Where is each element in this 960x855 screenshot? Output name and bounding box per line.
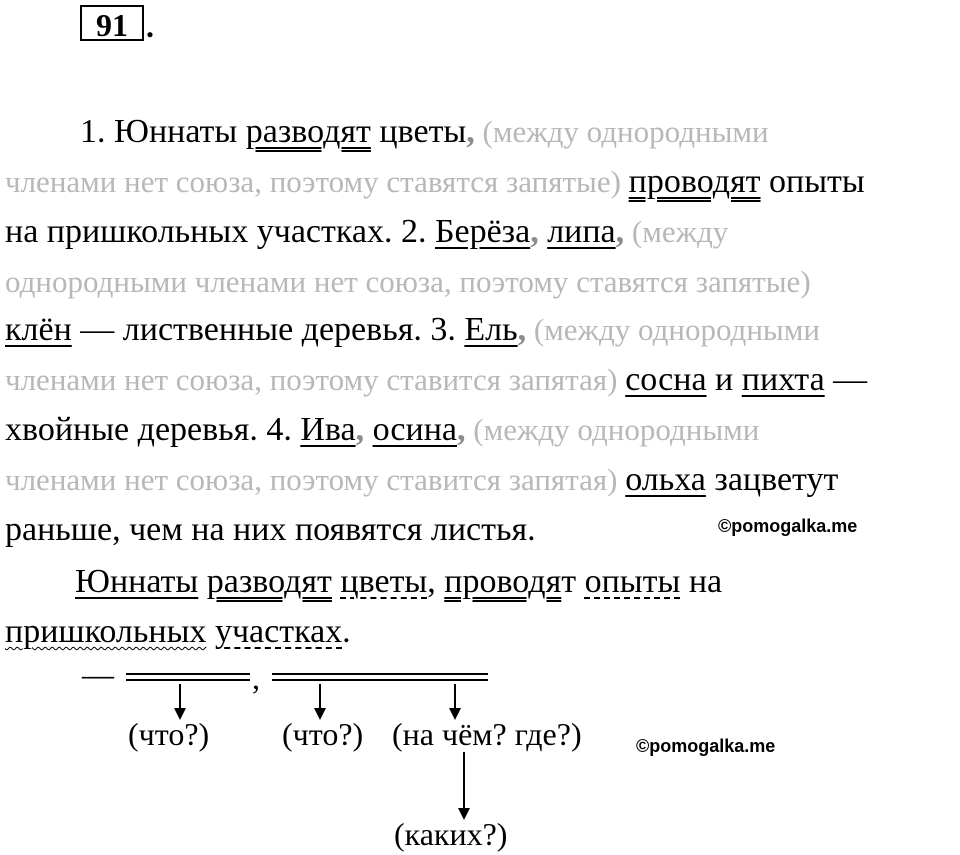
explanation-note: членами нет союза, поэтому ставится запятая) bbox=[5, 462, 626, 497]
subject: клён bbox=[5, 311, 72, 348]
subject: осина bbox=[372, 411, 457, 448]
subject: пихта bbox=[741, 361, 825, 398]
parsed-ending: т bbox=[561, 563, 577, 600]
explanation-note: однородными членами нет союза, поэтому ставятся запятые) bbox=[5, 264, 811, 299]
comma-mark: , bbox=[466, 113, 475, 150]
text: и bbox=[706, 361, 742, 398]
text: 1. Юннаты bbox=[80, 113, 246, 150]
parsed-subject: Юннаты bbox=[75, 563, 199, 600]
text: на пришкольных участках. 2. bbox=[5, 213, 435, 250]
explanation-note: (между однородными bbox=[474, 114, 769, 149]
text: хвойные деревья. 4. bbox=[5, 411, 301, 448]
subject: Ель bbox=[464, 311, 518, 348]
exercise-number: 91 bbox=[80, 5, 144, 41]
text: раньше, чем на них появятся листья. bbox=[5, 511, 536, 548]
scheme-subject-dash: — bbox=[82, 656, 114, 692]
scheme-question-2: (что?) bbox=[282, 716, 364, 752]
parsed-preposition: на bbox=[680, 563, 723, 600]
explanation-note: (между однородными bbox=[526, 312, 820, 347]
subject: ольха bbox=[625, 461, 706, 498]
text: цветы bbox=[370, 113, 467, 150]
watermark: ©pomogalka.me bbox=[718, 516, 858, 536]
scheme-question-3: (на чём? где?) bbox=[392, 716, 582, 752]
text: — лиственные деревья. 3. bbox=[71, 311, 465, 348]
explanation-note: (между bbox=[624, 214, 729, 249]
comma-mark: , bbox=[615, 213, 625, 250]
watermark: ©pomogalka.me bbox=[636, 736, 776, 756]
parsed-comma: , bbox=[427, 563, 445, 600]
subject: сосна bbox=[625, 361, 707, 398]
parsed-period: . bbox=[342, 613, 351, 650]
text: опыты bbox=[760, 163, 865, 200]
parsed-adverbial: участках bbox=[214, 613, 343, 650]
exercise-number-dot: . bbox=[146, 8, 154, 44]
parsed-attribute: пришкольных bbox=[5, 613, 207, 650]
parsed-predicate: проводя bbox=[444, 563, 562, 600]
comma-mark: , bbox=[530, 213, 539, 250]
parsed-object: опыты bbox=[584, 563, 681, 600]
parsed-object: цветы bbox=[340, 563, 428, 600]
comma-mark: , bbox=[355, 411, 365, 448]
parsed-predicate: разводят bbox=[206, 563, 332, 600]
explanation-note: (между однородными bbox=[465, 412, 760, 447]
text: зацветут bbox=[705, 461, 839, 498]
subject: Ива bbox=[300, 411, 356, 448]
subject: липа bbox=[547, 213, 616, 250]
predicate: проводят bbox=[628, 163, 761, 200]
comma-mark: , bbox=[517, 311, 527, 348]
explanation-note: членами нет союза, поэтому ставится запятая) bbox=[5, 362, 626, 397]
scheme-comma: , bbox=[252, 660, 260, 696]
scheme-question-4: (каких?) bbox=[394, 816, 508, 852]
scheme-question-1: (что?) bbox=[128, 716, 210, 752]
predicate: разводят bbox=[245, 113, 371, 150]
text: — bbox=[824, 361, 868, 398]
subject: Берёза bbox=[434, 213, 531, 250]
explanation-note: членами нет союза, поэтому ставятся запятые) bbox=[5, 164, 629, 199]
comma-mark: , bbox=[457, 411, 466, 448]
